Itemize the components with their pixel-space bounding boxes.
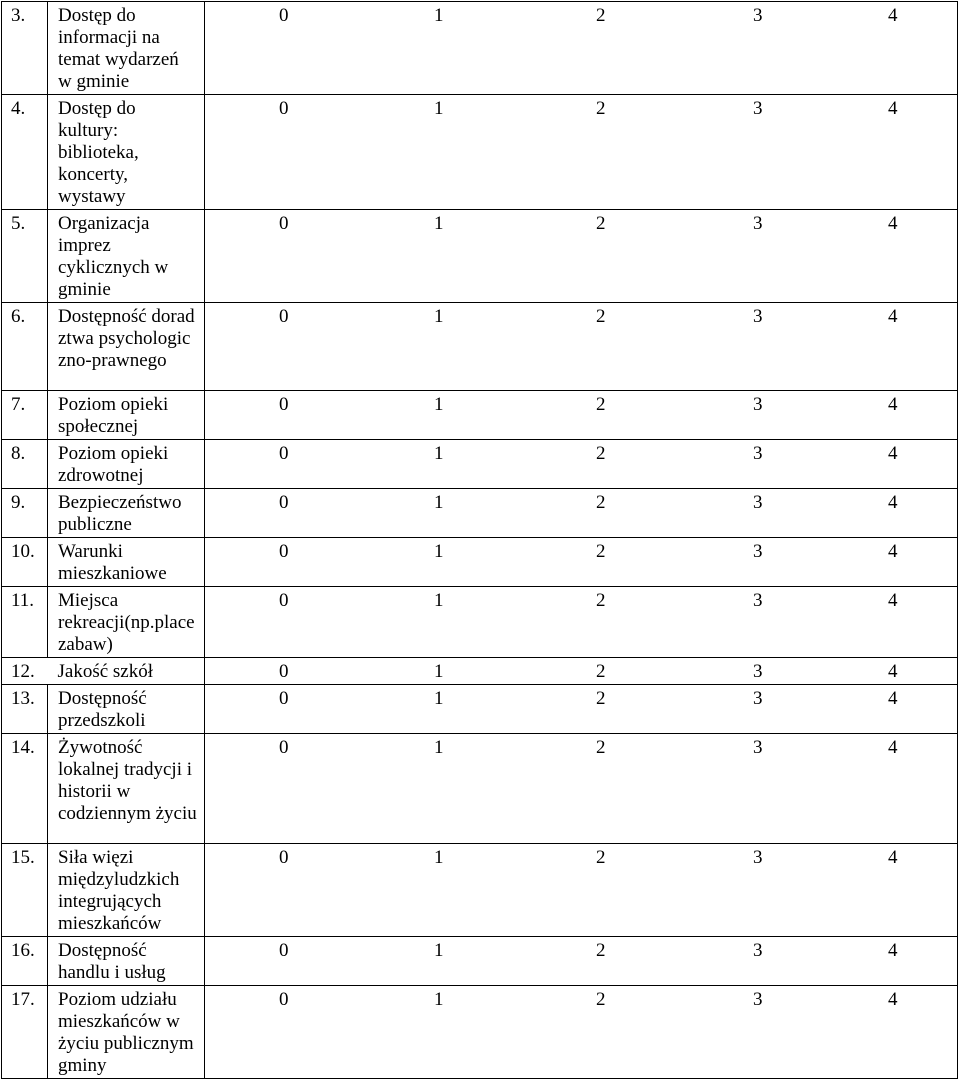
scale-value[interactable]: 3 [753,737,763,758]
scale-value[interactable]: 4 [888,989,898,1010]
scale-value[interactable]: 0 [279,847,289,868]
table-row [2,658,958,685]
item-label: Poziom udziału mieszkańców w życiu publicznym gminy [48,986,205,1079]
item-number: 3. [2,2,48,95]
rating-scale [205,587,958,658]
table-row [2,937,958,986]
table-row [2,95,958,210]
scale-value[interactable]: 0 [279,989,289,1010]
scale-value[interactable]: 2 [596,989,606,1010]
scale-value[interactable]: 1 [434,590,444,611]
scale-value[interactable]: 0 [279,590,289,611]
table-row [2,440,958,489]
table-row [2,734,958,844]
item-number: 6. [2,303,48,391]
scale-value[interactable]: 1 [434,847,444,868]
item-number: 13. [2,685,48,734]
scale-value[interactable]: 2 [596,98,606,119]
rating-scale [205,95,958,210]
scale-value[interactable]: 3 [753,688,763,709]
scale-value[interactable]: 0 [279,688,289,709]
scale-value[interactable]: 1 [434,989,444,1010]
scale-value[interactable]: 1 [434,5,444,26]
scale-value[interactable]: 0 [279,306,289,327]
scale-value[interactable]: 3 [753,98,763,119]
scale-value[interactable]: 2 [596,590,606,611]
rating-scale [205,685,958,734]
scale-value[interactable]: 1 [434,688,444,709]
item-label: Organizacja imprez cyklicznych w gminie [48,210,205,303]
scale-value[interactable]: 0 [279,940,289,961]
rating-scale [205,734,958,844]
scale-value[interactable]: 3 [753,541,763,562]
item-label: Dostępność doradztwa psychologiczno-prawnego [48,303,205,391]
scale-value[interactable]: 4 [888,541,898,562]
scale-value[interactable]: 1 [434,443,444,464]
scale-value[interactable]: 1 [434,213,444,234]
item-number: 11. [2,587,48,658]
rating-scale [205,2,958,95]
rating-scale [205,937,958,986]
scale-value[interactable]: 3 [753,492,763,513]
scale-value[interactable]: 2 [596,306,606,327]
item-number: 16. [2,937,48,986]
item-label: Siła więzi międzyludzkich integrujących mieszkańców [48,844,205,937]
table-row [2,2,958,95]
scale-value[interactable]: 3 [753,213,763,234]
table-row [2,538,958,587]
scale-value[interactable]: 3 [753,394,763,415]
scale-value[interactable]: 2 [596,492,606,513]
scale-value[interactable]: 0 [279,213,289,234]
scale-value[interactable]: 3 [753,940,763,961]
scale-value[interactable]: 1 [434,541,444,562]
scale-value[interactable]: 4 [888,590,898,611]
rating-table [1,1,958,1079]
scale-value[interactable]: 3 [753,661,763,682]
item-number: 5. [2,210,48,303]
scale-value[interactable]: 2 [596,5,606,26]
item-label: Dostępność handlu i usług [48,937,205,986]
scale-value[interactable]: 0 [279,661,289,682]
scale-value[interactable]: 2 [596,737,606,758]
scale-value[interactable]: 3 [753,989,763,1010]
scale-value[interactable]: 4 [888,306,898,327]
table-row [2,587,958,658]
scale-value[interactable]: 2 [596,443,606,464]
scale-value[interactable]: 2 [596,394,606,415]
table-row [2,986,958,1079]
rating-scale [205,303,958,391]
scale-value[interactable]: 4 [888,443,898,464]
scale-value[interactable]: 1 [434,737,444,758]
scale-value[interactable]: 0 [279,394,289,415]
item-number: 12. [2,658,48,685]
item-number: 8. [2,440,48,489]
item-number: 9. [2,489,48,538]
scale-value[interactable]: 4 [888,847,898,868]
scale-value[interactable]: 0 [279,98,289,119]
scale-value[interactable]: 4 [888,737,898,758]
scale-value[interactable]: 3 [753,590,763,611]
item-number: 14. [2,734,48,844]
table-row [2,844,958,937]
scale-value[interactable]: 2 [596,661,606,682]
item-label: Miejsca rekreacji(np.place zabaw) [48,587,205,658]
item-number: 15. [2,844,48,937]
scale-value[interactable]: 0 [279,5,289,26]
table-row [2,210,958,303]
scale-value[interactable]: 1 [434,492,444,513]
rating-scale [205,210,958,303]
item-label: Dostęp do kultury: biblioteka, koncerty, wystawy [48,95,205,210]
rating-scale [205,658,958,685]
rating-scale [205,440,958,489]
scale-value[interactable]: 4 [888,98,898,119]
item-label: Bezpieczeństwo publiczne [48,489,205,538]
table-row [2,685,958,734]
scale-value[interactable]: 3 [753,306,763,327]
rating-scale [205,844,958,937]
item-number: 10. [2,538,48,587]
scale-value[interactable]: 2 [596,847,606,868]
scale-value[interactable]: 2 [596,541,606,562]
scale-value[interactable]: 2 [596,213,606,234]
scale-value[interactable]: 3 [753,443,763,464]
table-row [2,489,958,538]
scale-value[interactable]: 4 [888,5,898,26]
item-number: 7. [2,391,48,440]
scale-value[interactable]: 1 [434,98,444,119]
scale-value[interactable]: 1 [434,306,444,327]
scale-value[interactable]: 4 [888,394,898,415]
item-label: Poziom opieki społecznej [48,391,205,440]
scale-value[interactable]: 0 [279,492,289,513]
item-label: Poziom opieki zdrowotnej [48,440,205,489]
item-label: Żywotność lokalnej tradycji i historii w codziennym życiu [48,734,205,844]
item-label: Dostępność przedszkoli [48,685,205,734]
rating-scale [205,391,958,440]
scale-value[interactable]: 1 [434,661,444,682]
scale-value[interactable]: 4 [888,688,898,709]
scale-value[interactable]: 1 [434,940,444,961]
rating-scale [205,986,958,1079]
scale-value[interactable]: 4 [888,940,898,961]
scale-value[interactable]: 4 [888,661,898,682]
scale-value[interactable]: 0 [279,737,289,758]
rating-scale [205,538,958,587]
table-row [2,391,958,440]
scale-value[interactable]: 2 [596,688,606,709]
item-label: Warunki mieszkaniowe [48,538,205,587]
item-label: Jakość szkół [48,658,205,685]
item-number: 17. [2,986,48,1079]
table-row [2,303,958,391]
item-label: Dostęp do informacji na temat wydarzeń w gminie [48,2,205,95]
scale-value[interactable]: 1 [434,394,444,415]
scale-value[interactable]: 3 [753,847,763,868]
scale-value[interactable]: 4 [888,492,898,513]
rating-scale [205,489,958,538]
scale-value[interactable]: 4 [888,213,898,234]
scale-value[interactable]: 0 [279,443,289,464]
item-number: 4. [2,95,48,210]
scale-value[interactable]: 3 [753,5,763,26]
scale-value[interactable]: 2 [596,940,606,961]
scale-value[interactable]: 0 [279,541,289,562]
